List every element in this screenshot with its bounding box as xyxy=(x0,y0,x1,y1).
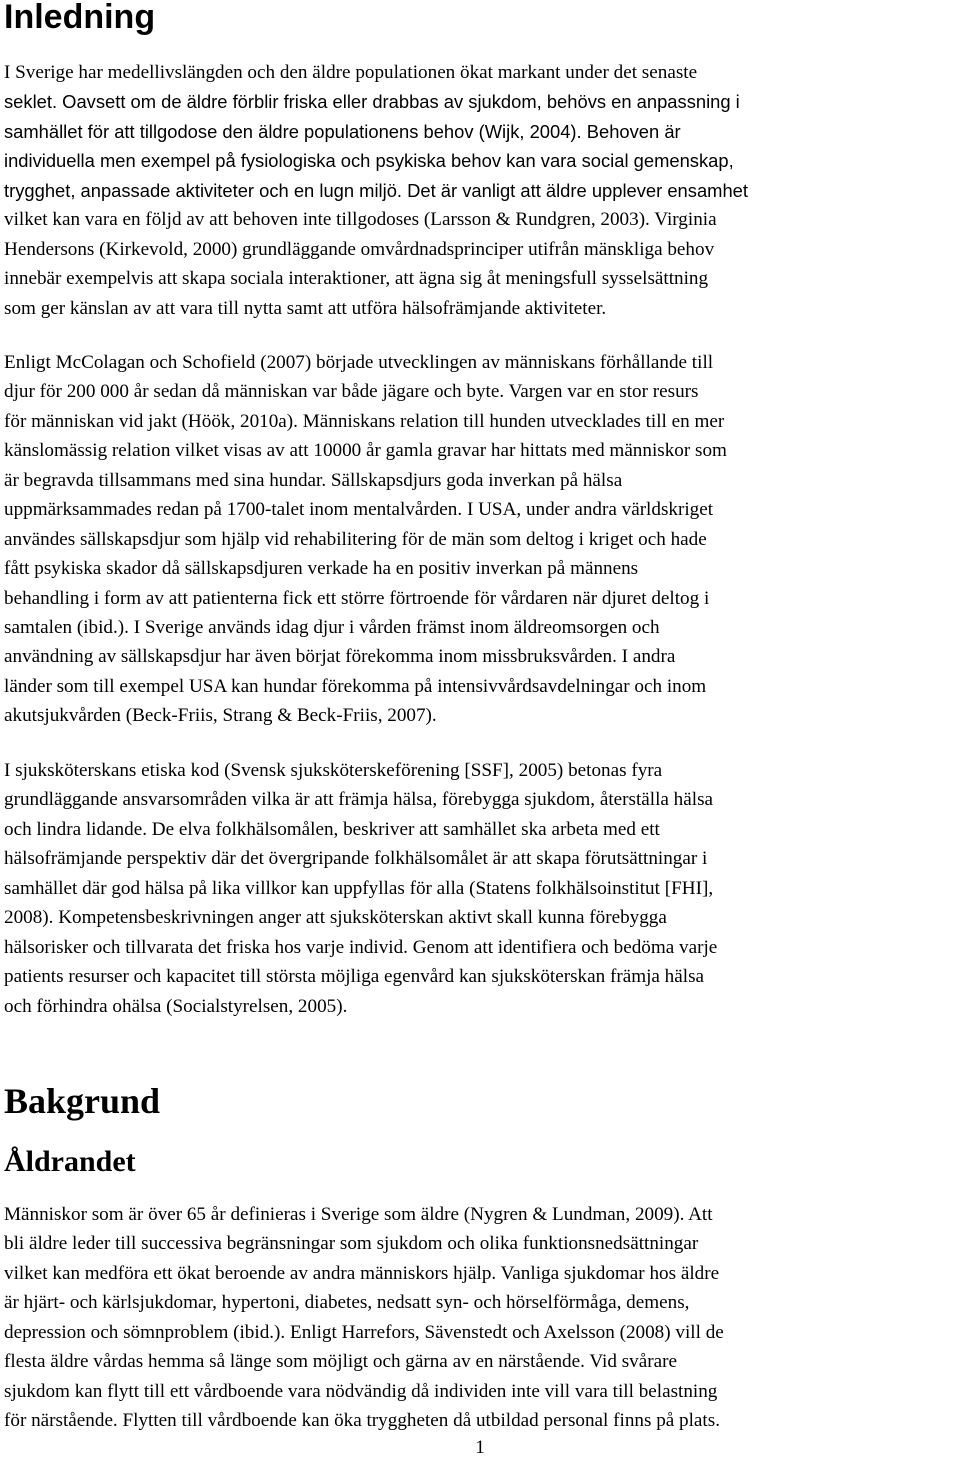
text-line: bli äldre leder till successiva begränsningar som sjukdom och olika funktionsnedsättningar xyxy=(4,1233,699,1255)
heading-inledning: Inledning xyxy=(4,0,156,36)
text-line: vilket kan medföra ett ökat beroende av andra människors hjälp. Vanliga sjukdomar hos äldre xyxy=(4,1262,720,1284)
paragraph-2 xyxy=(4,348,956,731)
text-line: Hendersons (Kirkevold, 2000) grundläggande omvårdnadsprinciper utifrån mänskliga behov xyxy=(4,238,715,260)
text-line: innebär exempelvis att skapa sociala interaktioner, att ägna sig åt meningsfull sysselsättning xyxy=(4,268,709,290)
text-line: användning av sällskapsdjur har även börjat förekomma inom missbruksvården. I andra xyxy=(4,646,676,668)
text-line: hälsofrämjande perspektiv där det övergripande folkhälsomålet är att skapa förutsättningar i xyxy=(4,848,708,870)
text-line: djur för 200 000 år sedan då människan var både jägare och byte. Vargen var en stor resurs xyxy=(4,381,699,403)
text-line: grundläggande ansvarsområden vilka är att främja hälsa, förebygga sjukdom, återställa hälsa xyxy=(4,789,714,811)
text-line: fått psykiska skador då sällskapsdjuren verkade ha en positiv inverkan på männens xyxy=(4,558,639,580)
text-line: användes sällskapsdjur som hjälp vid rehabilitering för de män som deltog i kriget och hade xyxy=(4,528,707,550)
text-line: samhället för att tillgodose den äldre populationens behov (Wijk, 2004). Behoven är xyxy=(4,120,681,142)
text-line: 2008). Kompetensbeskrivningen anger att sjuksköterskan aktivt skall kunna förebygga xyxy=(4,907,667,929)
paragraph-1 xyxy=(4,58,956,323)
page-number: 1 xyxy=(475,1437,485,1458)
text-line: trygghet, anpassade aktiviteter och en lugn miljö. Det är vanligt att äldre upplever ensamhet xyxy=(4,179,748,201)
text-line: Enligt McColagan och Schofield (2007) började utvecklingen av människans förhållande till xyxy=(4,352,714,373)
paragraph-4 xyxy=(4,1200,956,1436)
text-line: akutsjukvården (Beck-Friis, Strang & Beck-Friis, 2007). xyxy=(4,705,437,727)
text-line: länder som till exempel USA kan hundar förekomma på intensivvårdsavdelningar och inom xyxy=(4,675,707,697)
heading-bakgrund: Bakgrund xyxy=(4,1081,161,1121)
text-line: patients resurser och kapacitet till största möjliga egenvård kan sjuksköterskan främja hälsa xyxy=(4,966,705,988)
text-line: behandling i form av att patienterna fick ett större förtroende för vårdaren när djuret deltog i xyxy=(4,587,710,609)
text-line: I sjuksköterskans etiska kod (Svensk sjuksköterskeförening [SSF], 2005) betonas fyra xyxy=(4,760,663,781)
text-line: känslomässig relation vilket visas av att 10000 år gamla gravar har hittats med människor som xyxy=(4,440,727,462)
text-line: flesta äldre vårdas hemma så länge som möjligt och gärna av en närstående. Vid svårare xyxy=(4,1351,677,1373)
text-line: och lindra lidande. De elva folkhälsomålen, beskriver att samhället ska arbeta med ett xyxy=(4,818,660,840)
text-line: är begravda tillsammans med sina hundar. Sällskapsdjurs goda inverkan på hälsa xyxy=(4,469,623,491)
text-line: samhället där god hälsa på lika villkor kan uppfyllas för alla (Statens folkhälsoinstitut [FHI], xyxy=(4,877,714,899)
text-line: som ger känslan av att vara till nytta samt att utföra hälsofrämjande aktiviteter. xyxy=(4,297,607,319)
text-line: individuella men exempel på fysiologiska och psykiska behov kan vara social gemenskap, xyxy=(4,150,734,172)
text-line: och förhindra ohälsa (Socialstyrelsen, 2005). xyxy=(4,995,348,1017)
text-line: uppmärksammades redan på 1700-talet inom mentalvården. I USA, under andra världskriget xyxy=(4,499,714,521)
text-line: samtalen (ibid.). I Sverige används idag djur i vården främst inom äldreomsorgen och xyxy=(4,616,660,638)
text-line: Människor som är över 65 år definieras i Sverige som äldre (Nygren & Lundman, 2009). Att xyxy=(4,1204,713,1225)
text-line: sjukdom kan flytt till ett vårdboende vara nödvändig då individen inte vill vara till belastning xyxy=(4,1380,718,1402)
text-line: I Sverige har medellivslängden och den äldre populationen ökat markant under det senaste xyxy=(4,62,698,83)
text-line: seklet. Oavsett om de äldre förblir friska eller drabbas av sjukdom, behövs en anpassning i xyxy=(4,91,740,113)
text-line: för närstående. Flytten till vårdboende kan öka tryggheten då utbildad personal finns på plats. xyxy=(4,1410,720,1432)
text-line: vilket kan vara en följd av att behoven inte tillgodoses (Larsson & Rundgren, 2003). Virginia xyxy=(4,209,717,231)
text-line: är hjärt- och kärlsjukdomar, hypertoni, diabetes, nedsatt syn- och hörselförmåga, demens, xyxy=(4,1292,690,1314)
paragraph-3 xyxy=(4,756,956,1021)
text-line: depression och sömnproblem (ibid.). Enligt Harrefors, Sävenstedt och Axelsson (2008) vill de xyxy=(4,1321,724,1343)
document-page xyxy=(4,0,956,1458)
text-line: hälsorisker och tillvarata det friska hos varje individ. Genom att identifiera och bedöma varje xyxy=(4,936,718,958)
heading-aldrandet: Åldrandet xyxy=(4,1145,136,1178)
text-line: för människan vid jakt (Höök, 2010a). Människans relation till hunden utvecklades till en mer xyxy=(4,410,725,432)
